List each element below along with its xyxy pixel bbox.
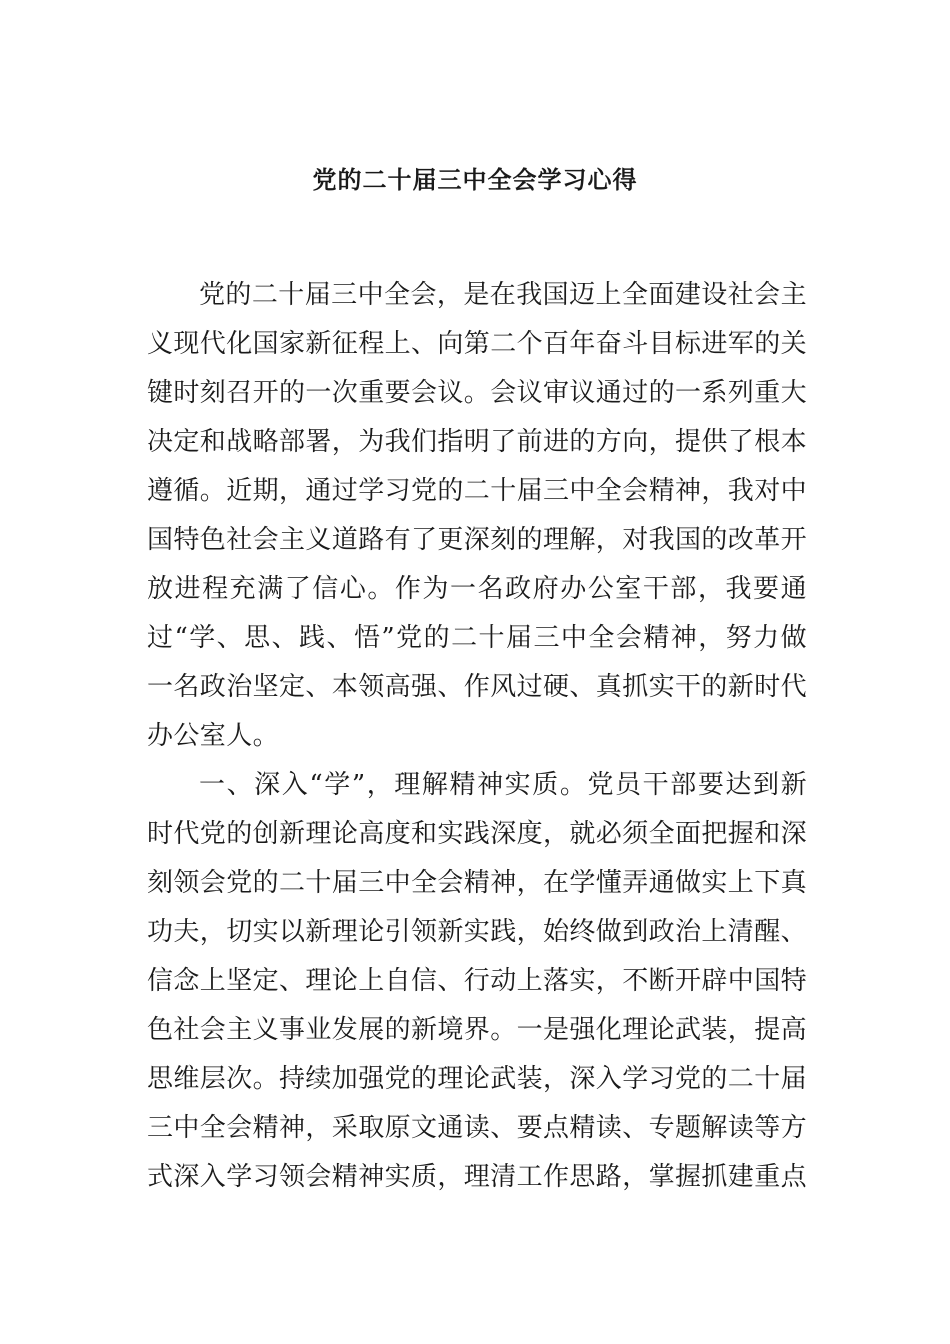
document-body (147, 271, 807, 1202)
paragraph-section-one: 一、深入“学”，理解精神实质。党员干部要达到新时代党的创新理论高度和实践深度，就必须全面把握和深刻领会党的二十届三中全会精神，在学懂弄通做实上下真功夫，切实以新理论引领新实践，始终做到政治上清醒、信念上坚定、理论上自信、行动上落实，不断开辟中国特色社会主义事业发展的新境界。一是强化理论武装，提高思维层次。持续加强党的理论武装，深入学习党的二十届三中全会精神，采取原文通读、要点精读、专题解读等方式深入学习领会精神实质，理清工作思路，掌握抓建重点 (147, 770, 808, 1192)
document-title: 党的二十届三中全会学习心得 (312, 166, 638, 194)
paragraph-intro: 党的二十届三中全会，是在我国迈上全面建设社会主义现代化国家新征程上、向第二个百年奋斗目标进军的关键时刻召开的一次重要会议。会议审议通过的一系列重大决定和战略部署，为我们指明了前进的方向，提供了根本遵循。近期，通过学习党的二十届三中全会精神，我对中国特色社会主义道路有了更深刻的理解，对我国的改革开放进程充满了信心。作为一名政府办公室干部，我要通过“学、思、践、悟”党的二十届三中全会精神，努力做一名政治坚定、本领高强、作风过硬、真抓实干的新时代办公室人。 (147, 280, 808, 751)
